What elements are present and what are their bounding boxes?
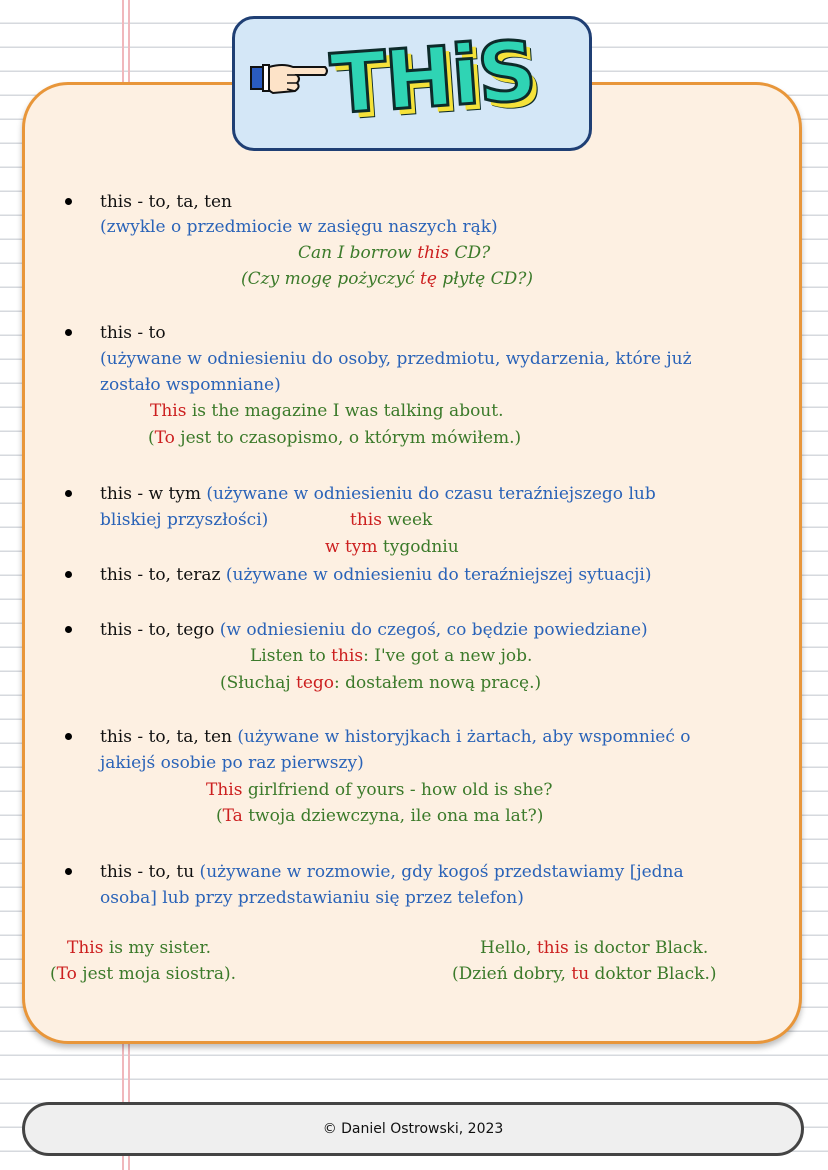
example-polish: w tym tygodniu: [325, 537, 459, 557]
entry-note: (używane w odniesieniu do osoby, przedmiotu, wydarzenia, które już: [100, 349, 692, 369]
title-banner: [232, 16, 592, 151]
example-polish: (Ta twoja dziewczyna, ile ona ma lat?): [216, 806, 544, 826]
example-polish: (To jest to czasopismo, o którym mówiłem.): [148, 428, 522, 448]
entry-note: zostało wspomniane): [100, 375, 281, 395]
entry-note: (zwykle o przedmiocie w zasięgu naszych rąk): [100, 217, 498, 237]
bullet: [65, 626, 72, 633]
entry-head-line: this - w tym (używane w odniesieniu do czasu teraźniejszego lub: [100, 484, 656, 504]
bullet: [65, 490, 72, 497]
example-english: This is the magazine I was talking about.: [150, 401, 504, 421]
keyword: w tym: [325, 537, 378, 557]
keyword: this: [536, 938, 569, 958]
keyword: this: [417, 243, 450, 263]
keyword: this: [350, 510, 382, 530]
keyword: To: [56, 964, 77, 984]
entry-head: this - to: [100, 323, 166, 343]
example-english: Listen to this: I've got a new job.: [250, 646, 533, 666]
keyword: tego: [296, 673, 335, 693]
example-english: this week: [350, 510, 433, 530]
keyword: This: [67, 938, 104, 958]
example-english: Can I borrow this CD?: [298, 243, 491, 263]
entry-head-line: this - to, ta, ten (używane w historyjkach i żartach, aby wspomnieć o: [100, 727, 691, 747]
keyword: this: [331, 646, 364, 666]
keyword: This: [150, 401, 187, 421]
bullet: [65, 329, 72, 336]
entry-note: bliskiej przyszłości): [100, 510, 269, 530]
bullet: [65, 198, 72, 205]
entry-head-line: this - to, tu (używane w rozmowie, gdy kogoś przedstawiamy [jedna: [100, 862, 684, 882]
example-english: Hello, this is doctor Black.: [480, 938, 709, 958]
keyword: Ta: [222, 806, 243, 826]
entry-note: osoba] lub przy przedstawianiu się przez telefon): [100, 888, 524, 908]
footer-copyright: © Daniel Ostrowski, 2023: [22, 1102, 804, 1156]
keyword: To: [154, 428, 175, 448]
keyword: This: [206, 780, 243, 800]
example-polish: (To jest moja siostra).: [50, 964, 237, 984]
example-polish: (Dzień dobry, tu doktor Black.): [452, 964, 717, 984]
entry-head-line: this - to, tego (w odniesieniu do czegoś, co będzie powiedziane): [100, 620, 648, 640]
entry-note: jakiejś osobie po raz pierwszy): [100, 753, 364, 773]
keyword: tu: [571, 964, 590, 984]
bullet: [65, 733, 72, 740]
entry-head-line: this - to, teraz (używane w odniesieniu do teraźniejszej sytuacji): [100, 565, 652, 585]
example-polish: (Słuchaj tego: dostałem nową pracę.): [220, 673, 542, 693]
bullet: [65, 868, 72, 875]
entry-head: this - to, ta, ten: [100, 192, 232, 212]
example-english: This is my sister.: [67, 938, 211, 958]
keyword: tę: [420, 269, 437, 289]
title-text: THiS: [327, 24, 538, 133]
pointing-hand-icon: [249, 55, 329, 99]
example-polish: (Czy mogę pożyczyć tę płytę CD?): [241, 269, 533, 289]
bullet: [65, 571, 72, 578]
example-english: This girlfriend of yours - how old is she?: [206, 780, 553, 800]
